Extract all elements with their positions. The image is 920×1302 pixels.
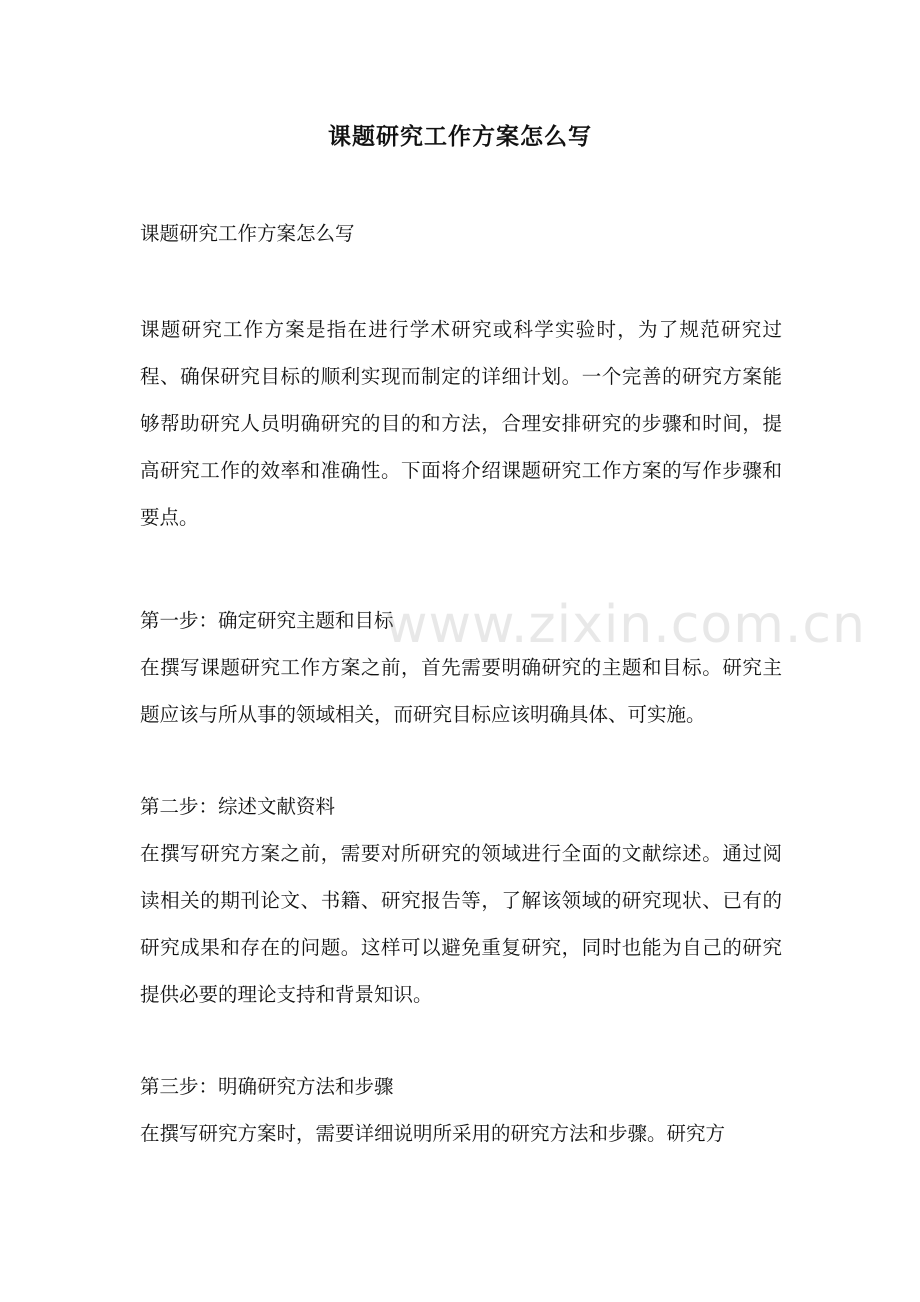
step-1-paragraph: 在撰写课题研究工作方案之前，首先需要明确研究的主题和目标。研究主题应该与所从事的领域相关，而研究目标应该明确具体、可实施。 [140,656,782,726]
step-3-heading: 第三步：明确研究方法和步骤 [140,1075,394,1098]
step-2-paragraph: 在撰写研究方案之前，需要对所研究的领域进行全面的文献综述。通过阅读相关的期刊论文、书籍、研究报告等，了解该领域的研究现状、已有的研究成果和存在的问题。这样可以避免重复研究，同时也能为自己的研究提供必要的理论支持和背景知识。 [140,842,782,1006]
step-2-heading: 第二步：综述文献资料 [140,795,336,818]
step-1-heading: 第一步：确定研究主题和目标 [140,609,394,632]
watermark: www.zixin.com.cn [385,595,866,655]
document-title: 课题研究工作方案怎么写 [328,123,592,150]
intro-paragraph: 课题研究工作方案是指在进行学术研究或科学实验时，为了规范研究过程、确保研究目标的顺利实现而制定的详细计划。一个完善的研究方案能够帮助研究人员明确研究的目的和方法，合理安排研究的步骤和时间，提高研究工作的效率和准确性。下面将介绍课题研究工作方案的写作步骤和要点。 [140,318,782,529]
step-3-paragraph: 在撰写研究方案时，需要详细说明所采用的研究方法和步骤。研究方 [140,1122,726,1145]
document-subtitle: 课题研究工作方案怎么写 [140,222,355,245]
